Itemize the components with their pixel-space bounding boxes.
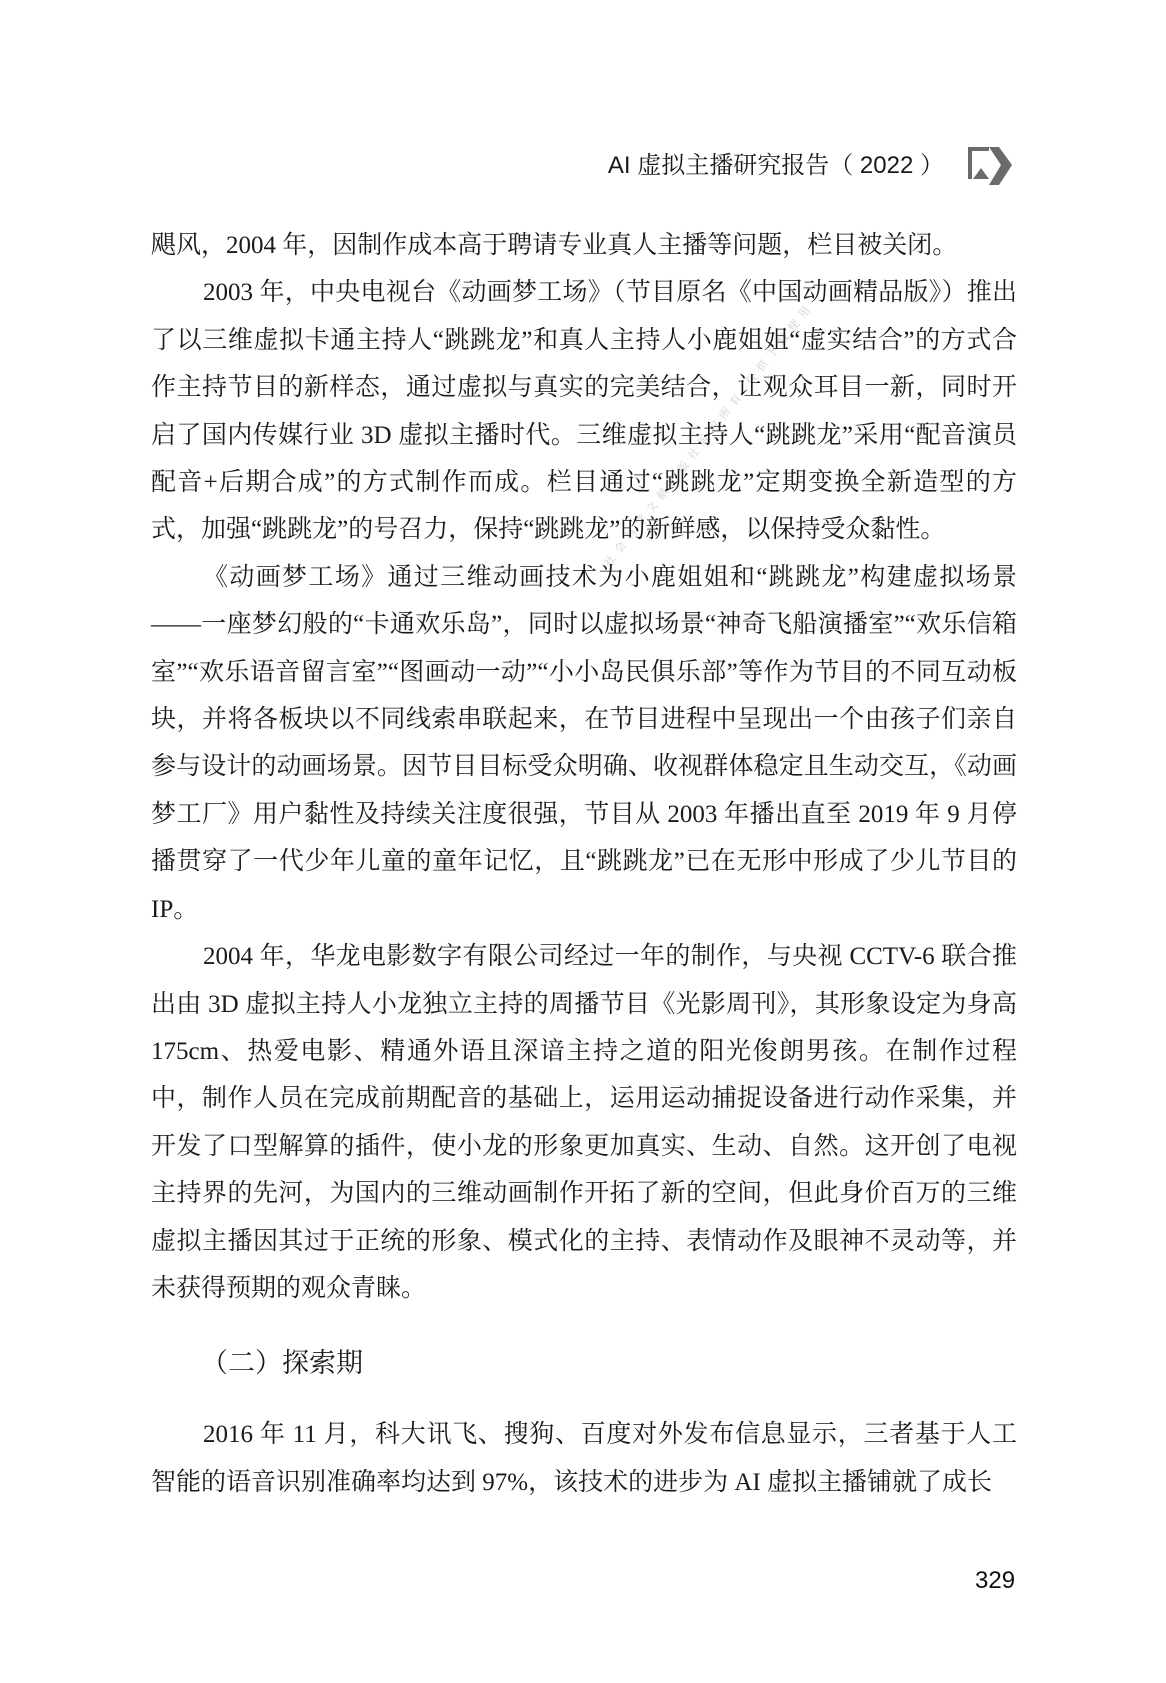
watermark: 社会科学文献出版社版权所有 仅供下载使用 [601, 299, 817, 570]
corner-arrow-logo-icon [967, 143, 1017, 189]
paragraph-4: 2004 年，华龙电影数字有限公司经过一年的制作，与央视 CCTV-6 联合推出由 3D 虚拟主持人小龙独立主持的周播节目《光影周刊》，其形象设定为身高 175cm、热爱电影、精通外语且深谙主持之道的阳光俊朗男孩。在制作过程中，制作人员在完成前期配音的基础上，运用运动捕捉设备进行动作采集，并开发了口型解算的插件，使小龙的形象更加真实、生动、自然。这开创了电视主持界的先河，为国内的三维动画制作开拓了新的空间，但此身价百万的三维虚拟主播因其过于正统的形象、模式化的主持、表情动作及眼神不灵动等，并未获得预期的观众青睐。 [151, 943, 1017, 1302]
paragraph-5: 2016 年 11 月，科大讯飞、搜狗、百度对外发布信息显示，三者基于人工智能的语音识别准确率均达到 97%，该技术的进步为 AI 虚拟主播铺就了成长 [151, 1421, 1017, 1496]
paragraph-1: 飓风，2004 年，因制作成本高于聘请专业真人主播等问题，栏目被关闭。 [151, 232, 958, 259]
body-text [151, 222, 1017, 1506]
paragraph-3: 《动画梦工场》通过三维动画技术为小鹿姐姐和“跳跳龙”构建虚拟场景——一座梦幻般的“卡通欢乐岛”，同时以虚拟场景“神奇飞船演播室”“欢乐信箱室”“欢乐语音留言室”“图画动一动”“小小岛民俱乐部”等作为节目的不同互动板块，并将各板块以不同线索串联起来，在节目进程中呈现出一个由孩子们亲自参与设计的动画场景。因节目目标受众明确、收视群体稳定且生动交互，《动画梦工厂》用户黏性及持续关注度很强，节目从 2003 年播出直至 2019 年 9 月停播贯穿了一代少年儿童的童年记忆，且“跳跳龙”已在无形中形成了少儿节目的 IP。 [151, 563, 1017, 923]
running-head-title: AI 虚拟主播研究报告（ 2022 ） [607, 152, 944, 179]
section-heading: （二）探索期 [201, 1348, 363, 1379]
page-number: 329 [975, 1567, 1016, 1594]
paragraph-2: 2003 年，中央电视台《动画梦工场》（节目原名《中国动画精品版》）推出了以三维虚拟卡通主持人“跳跳龙”和真人主持人小鹿姐姐“虚实结合”的方式合作主持节目的新样态，通过虚拟与真实的完美结合，让观众耳目一新，同时开启了国内传媒行业 3D 虚拟主播时代。三维虚拟主持人“跳跳龙”采用“配音演员配音+后期合成”的方式制作而成。栏目通过“跳跳龙”定期变换全新造型的方式，加强“跳跳龙”的号召力，保持“跳跳龙”的新鲜感，以保持受众黏性。 [151, 279, 1017, 544]
